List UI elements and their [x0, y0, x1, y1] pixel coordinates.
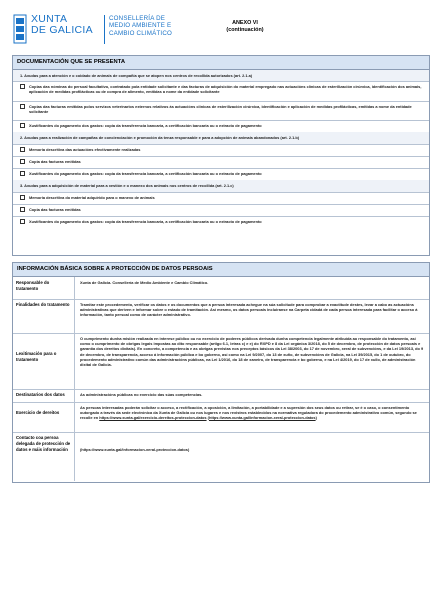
doc-subheading-text: 3. Axudas para a adquisición de material para a xestión e o manexo dos animais nos centros de recollida (art. 2.1.c) — [20, 183, 234, 188]
doc-item — [13, 81, 429, 102]
doc-checkbox[interactable] — [20, 147, 25, 152]
rights-link[interactable]: https://www.xunta.gal/exercicio-dereitos-proteccion-datos — [99, 415, 207, 421]
doc-item-text: Copias das nóminas do persoal facultativo, contratado pola entidade solicitante e das facturas de adquisición do material empregado nas actuacións clínicas de esterilización cirúrxica, identificación dos animais, aplicación de medidas profilácticas ou de compra de alimento, emitidas a nome da entidade solicitante — [29, 84, 422, 95]
data-protection-section — [12, 262, 430, 483]
privacy-key: Destinatarios dos datos — [13, 389, 75, 402]
data-protection-info-link[interactable]: https://www.xunta.gal/informacion-xeral-proteccion-datos — [208, 415, 316, 421]
doc-item-text: Copias das facturas emitidas polos servizos veterinarios externos relativos ás actuacións clínicas de esterilización cirúrxica, identificación e aplicación de medidas profilácticas, emitidas a nome da entidade solicitante — [29, 104, 412, 115]
privacy-row — [13, 389, 429, 403]
privacy-row — [13, 277, 429, 300]
privacy-value: O cumprimento dunha misión realizada en interese público ou no exercicio de poderes públicos derivada dunha competencia legalmente atribuída ao responsable do tratamento, así como o cumprimento de obrigas legais impostas ao dito responsable (artigo 6.1, letras c) e e) do RXPD e 8 da Lei orgánica 3/2018, do 5 de decembro, de protección de datos persoais e garantía dos dereitos dixitais). En concreto, a competencia e as obrigas previstas nos preceptos básicos da Lei 38/2003, do 17 de novembro, xeral de subvencións, e da Lei 19/2013, do 9 de decembro, de transparencia, acceso á información pública e bo goberno, así como na Lei 9/2007, do 13 de xuño, de subvencións de Galicia, na Lei 39/2015, do 1 de outubro, do procedemento administrativo común das administracións públicas, na Lei 1/2016, do 18 de xaneiro, de transparencia e bo goberno, e na Lei 4/2019, do 17 de xullo, de administración dixital de Galicia. — [80, 336, 424, 368]
doc-checkbox[interactable] — [20, 159, 25, 164]
brand-line-2: DE GALICIA — [31, 24, 93, 36]
header-divider — [104, 15, 105, 44]
privacy-key: Finalidades do tratamento — [13, 299, 75, 333]
documentation-title: DOCUMENTACIÓN QUE SE PRESENTA — [13, 56, 429, 70]
brand-name — [31, 14, 93, 36]
privacy-key: Contacto coa persoa delegada de protección de datos e máis información — [13, 432, 75, 481]
doc-checkbox[interactable] — [20, 171, 25, 176]
doc-checkbox[interactable] — [20, 219, 25, 224]
privacy-value: As administracións públicas no exercicio das súas competencias. — [80, 392, 203, 397]
privacy-key: Lexitimación para o tratamento — [13, 333, 75, 389]
dept-line-1: CONSELLERÍA DE — [109, 15, 166, 22]
privacy-value[interactable]: (https://www.xunta.gal/informacion-xeral-proteccion-datos) — [80, 447, 190, 452]
doc-item-text: Memoria descritiva do material adquirido para o manexo de animais — [29, 195, 155, 200]
brand-line-1: XUNTA — [31, 13, 68, 25]
dept-line-2: MEDIO AMBIENTE E — [109, 22, 172, 30]
doc-item-text: Memoria descritiva das actuacións efectivamente realizadas — [29, 147, 141, 152]
annex-subtitle: (continuación) — [226, 27, 264, 33]
privacy-row — [13, 432, 429, 481]
documentation-section — [12, 55, 430, 256]
doc-item-text: Xustificantes do pagamento dos gastos: copia da transferencia bancaria, a certificación bancaria ou o extracto de pagamento — [29, 123, 262, 128]
doc-subheading-text: 1. Axudas para a atención e o coidado de animais de compañía que se atopen nos centros de recollida autorizados (art. 2.1.a) — [20, 73, 253, 78]
doc-item-text: Xustificantes do pagamento dos gastos: copia da transferencia bancaria, a certificación bancaria ou o extracto de pagamento — [29, 171, 262, 176]
data-protection-title: INFORMACIÓN BÁSICA SOBRE A PROTECCIÓN DE DATOS PERSOAIS — [13, 263, 429, 277]
department-name — [109, 15, 172, 37]
doc-item — [13, 101, 429, 121]
dept-line-3: CAMBIO CLIMÁTICO — [109, 29, 173, 37]
privacy-key: Responsable do tratamento — [13, 277, 75, 299]
privacy-value-tail: ) — [315, 415, 317, 421]
privacy-value — [80, 405, 424, 421]
doc-checkbox[interactable] — [20, 84, 25, 89]
doc-checkbox[interactable] — [20, 207, 25, 212]
doc-item — [13, 216, 429, 228]
doc-subheading-text: 2. Axudas para a realización de campañas de concienciación e promoción da tenza responsable e para a adopción de animais abandonados (art. 2.1.b) — [20, 135, 299, 140]
doc-checkbox[interactable] — [20, 104, 25, 109]
annex-title: ANEXO VI — [232, 20, 258, 26]
doc-item-text: Xustificantes do pagamento dos gastos: copia da transferencia bancaria, a certificación bancaria ou o extracto de pagamento — [29, 219, 262, 224]
privacy-value: Tramitar este procedemento, verificar os datos e os documentos que a persoa interesada achegue na súa solicitude para comprobar a exactitude destes, levar a cabo as actuacións administrativas que deriven e informar sobre o estado de tramitación. Así mesmo, os datos persoais incluiranse na Carpeta cidadá de cada persoa interesada para facilitar o acceso á información, tanto persoal como de carácter administrativo. — [80, 302, 418, 318]
privacy-value-text: As persoas interesadas poderán solicitar o acceso, a rectificación, a oposición, a limitación, a portabilidade e a supresión dos seus datos ou retirar, se é o caso, o consentimento outorgado a través da sede electrónica da Xunta de Galicia ou nos lugares e nos rexistros establecidos na normativa reguladora do procedemento administrativo común, segundo se recolle en — [80, 405, 417, 421]
annex-heading — [205, 20, 285, 34]
privacy-value-mid: ( — [206, 415, 209, 421]
doc-item-text: Copia das facturas emitidas — [29, 159, 81, 164]
doc-item-text: Copia das facturas emitidas — [29, 207, 81, 212]
privacy-row — [13, 333, 429, 390]
doc-checkbox[interactable] — [20, 195, 25, 200]
privacy-row — [13, 299, 429, 334]
privacy-value: Xunta de Galicia. Consellería de Medio Ambiente e Cambio Climático. — [80, 280, 209, 285]
privacy-key: Exercicio de dereitos — [13, 402, 75, 432]
privacy-row — [13, 402, 429, 433]
doc-checkbox[interactable] — [20, 123, 25, 128]
xunta-logo-icon — [13, 14, 27, 44]
